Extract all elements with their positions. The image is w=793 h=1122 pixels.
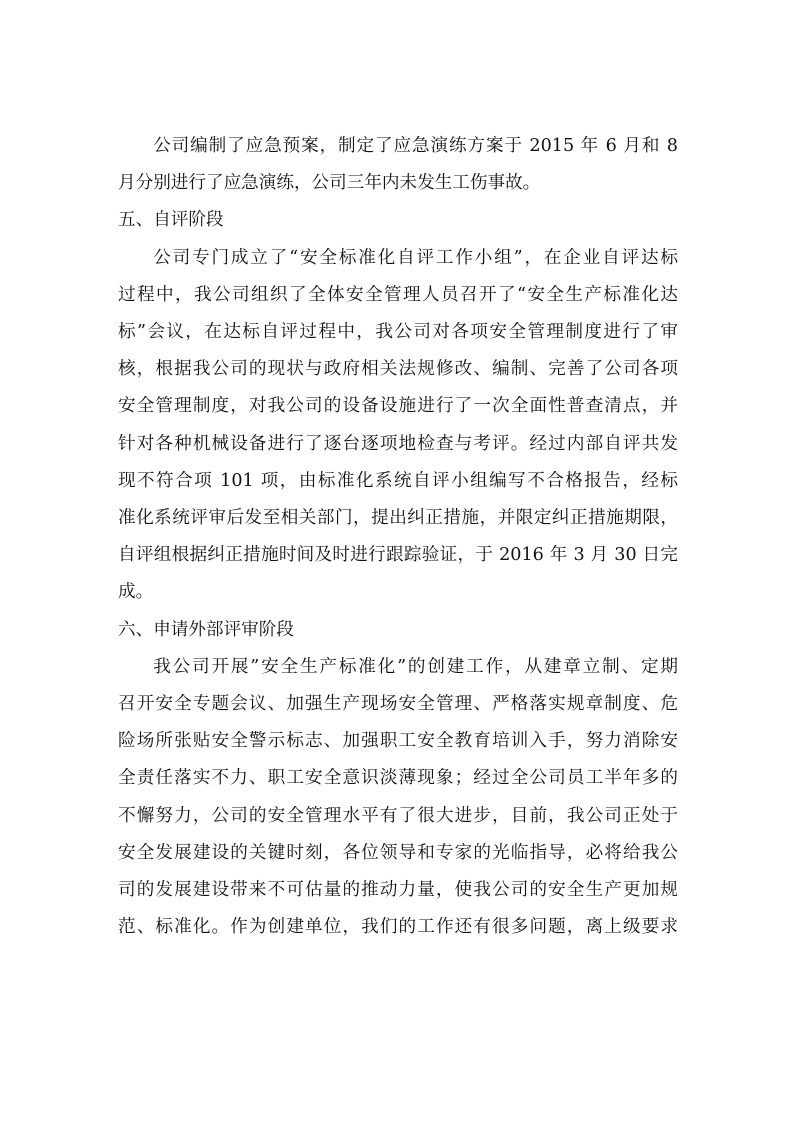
text-line: 司的发展建设带来不可估量的推动力量，使我公司的安全生产更加规 [118, 880, 678, 901]
text-line: 安全管理制度，对我公司的设备设施进行了一次全面性普查清点，并 [118, 396, 678, 417]
text-line: 全责任落实不力、职工安全意识淡薄现象；经过全公司员工半年多的 [118, 768, 678, 789]
text-line: 公司编制了应急预案，制定了应急演练方案于 2015 年 6 月和 8 [153, 136, 678, 156]
text-line: 召开安全专题会议、加强生产现场安全管理、严格落实规章制度、危 [118, 694, 678, 715]
text-line: 公司专门成立了“安全标准化自评工作小组”，在企业自评达标 [153, 247, 678, 268]
text-line: 标”会议，在达标自评过程中，我公司对各项安全管理制度进行了审 [118, 322, 678, 343]
paragraph-external-review [118, 649, 678, 947]
paragraph-self-evaluation [118, 240, 678, 612]
text-line: 险场所张贴安全警示标志、加强职工安全教育培训入手，努力消除安 [118, 731, 678, 752]
heading-text: 五、自评阶段 [118, 210, 224, 231]
heading-text: 六、申请外部评审阶段 [118, 619, 294, 640]
section-heading-external-review [118, 612, 678, 649]
text-line: 过程中，我公司组织了全体安全管理人员召开了“安全生产标准化达 [118, 284, 678, 305]
text-line: 不懈努力，公司的安全管理水平有了很大进步，目前，我公司正处于 [118, 805, 678, 826]
paragraph-emergency-drill [118, 128, 678, 202]
section-heading-self-evaluation [118, 202, 678, 239]
text-line: 核，根据我公司的现状与政府相关法规修改、编制、完善了公司各项 [118, 359, 678, 380]
document-page [118, 128, 678, 946]
text-line: 准化系统评审后发至相关部门，提出纠正措施，并限定纠正措施期限， [118, 508, 678, 529]
text-line: 范、标准化。作为创建单位，我们的工作还有很多问题，离上级要求 [118, 917, 678, 938]
text-line: 成。 [118, 582, 154, 603]
text-line: 安全发展建设的关键时刻，各位领导和专家的光临指导，必将给我公 [118, 842, 678, 863]
text-line: 我公司开展”安全生产标准化”的创建工作，从建章立制、定期 [153, 656, 678, 677]
text-line: 现不符合项 101 项，由标准化系统自评小组编写不合格报告，经标 [118, 470, 678, 491]
text-line: 自评组根据纠正措施时间及时进行跟踪验证，于 2016 年 3 月 30 日完 [118, 545, 678, 566]
text-line: 月分别进行了应急演练，公司三年内未发生工伤事故。 [118, 173, 541, 194]
text-line: 针对各种机械设备进行了逐台逐项地检查与考评。经过内部自评共发 [118, 433, 678, 454]
